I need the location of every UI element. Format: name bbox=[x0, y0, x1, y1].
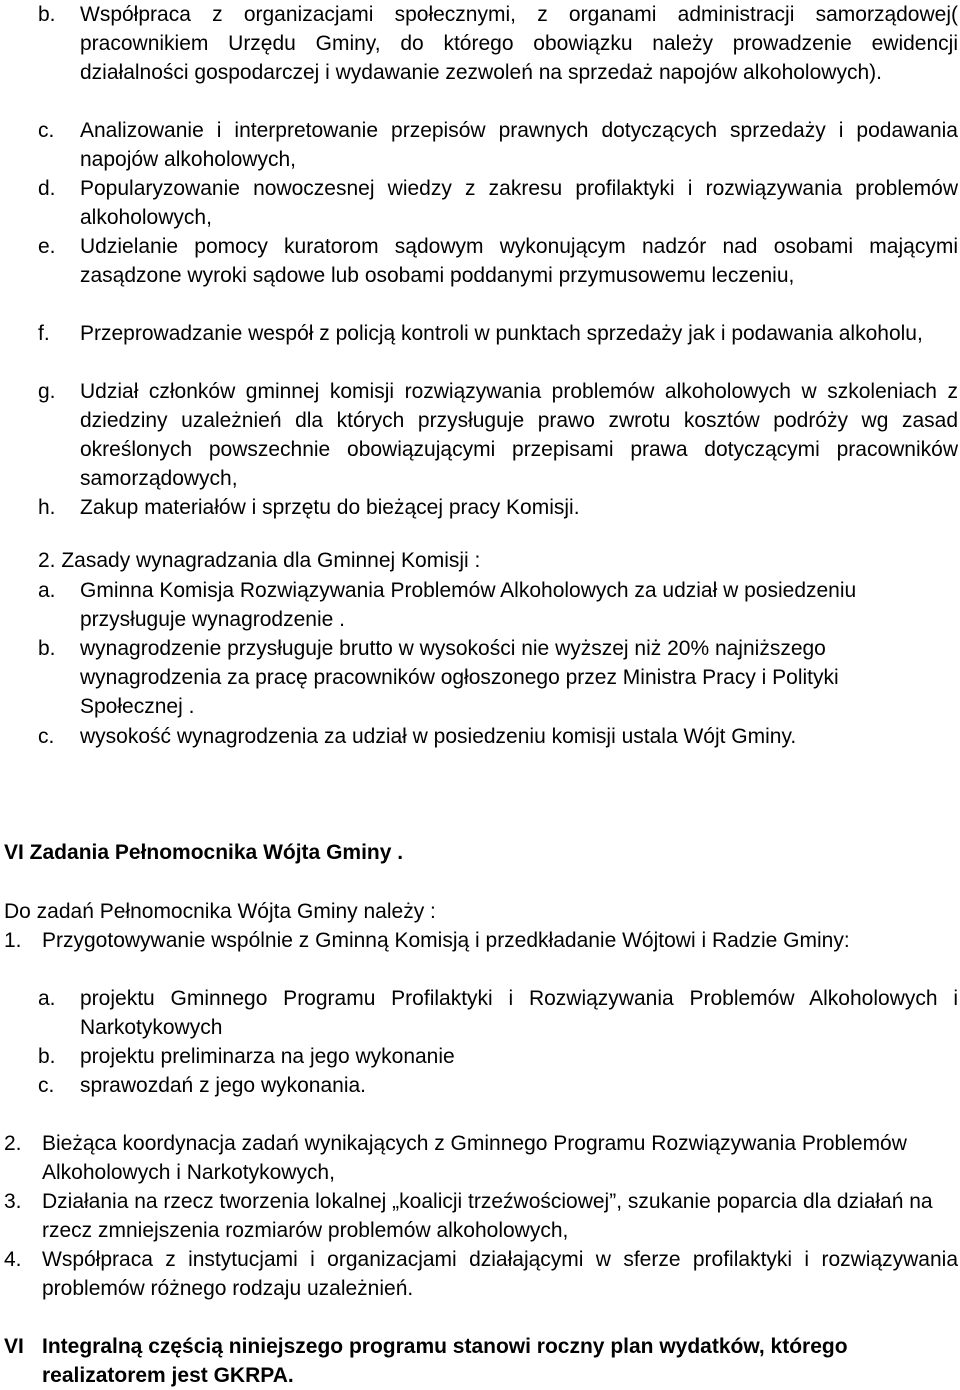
sub-list-item bbox=[38, 1071, 958, 1100]
list-item-text: projektu preliminarza na jego wykonanie bbox=[80, 1045, 455, 1068]
list-item-text: Analizowanie i interpretowanie przepisów prawnych dotyczących sprzedaży i podawania napojów alkoholowych, bbox=[80, 119, 958, 171]
list-item-text: sprawozdań z jego wykonania. bbox=[80, 1074, 367, 1097]
list-item-text: Przygotowywanie wspólnie z Gminną Komisją i przedkładanie Wójtowi i Radzie Gminy: bbox=[42, 929, 850, 952]
list-item-text: wynagrodzenie przysługuje brutto w wysokości nie wyższej niż 20% najniższego wynagrodzenia za pracę pracowników ogłoszonego przez Ministra Pracy i Polityki Społecznej . bbox=[80, 637, 839, 718]
sub-list-item bbox=[38, 984, 958, 1042]
list-item-text: Popularyzowanie nowoczesnej wiedzy z zakresu profilaktyki i rozwiązywania problemów alkoholowych, bbox=[80, 177, 958, 229]
section-heading: 2. Zasady wynagradzania dla Gminnej Komisji : bbox=[38, 549, 481, 572]
list-item-label: c. bbox=[38, 1074, 55, 1097]
list-item-label: c. bbox=[38, 725, 55, 748]
list-item-text: wysokość wynagrodzenia za udział w posiedzeniu komisji ustala Wójt Gminy. bbox=[80, 725, 797, 748]
list-item-label: 3. bbox=[4, 1190, 22, 1213]
final-clause-label: VI bbox=[4, 1335, 24, 1358]
list-item-text: Przeprowadzanie wespół z policją kontroli w punktach sprzedaży jak i podawania alkoholu, bbox=[80, 322, 923, 345]
list-item-text: Udzielanie pomocy kuratorom sądowym wykonującym nadzór nad osobami mającymi zasądzone wyroki sądowe lub osobami poddanymi przymusowemu leczeniu, bbox=[80, 235, 958, 287]
list-item-label: b. bbox=[38, 1045, 56, 1068]
list-item bbox=[38, 634, 858, 721]
list-item-text: projektu Gminnego Programu Profilaktyki i Rozwiązywania Problemów Alkoholowych i Narkotykowych bbox=[80, 987, 958, 1039]
list-item-label: 4. bbox=[4, 1248, 22, 1271]
list-item bbox=[38, 232, 958, 290]
list-item-text: Działania na rzecz tworzenia lokalnej „koalicji trzeźwościowej”, szukanie poparcia dla działań na rzecz zmniejszenia rozmiarów problemów alkoholowych, bbox=[42, 1190, 933, 1242]
final-clause-text: Integralną częścią niniejszego programu stanowi roczny plan wydatków, którego realizatorem jest GKRPA. bbox=[42, 1335, 848, 1387]
list-item bbox=[38, 116, 958, 174]
list-item-label: 2. bbox=[4, 1132, 22, 1155]
list-item-label: f. bbox=[38, 322, 50, 345]
final-clause bbox=[4, 1332, 958, 1390]
list-item bbox=[4, 1245, 958, 1303]
list-item bbox=[4, 1187, 958, 1245]
list-item-label: b. bbox=[38, 3, 56, 26]
list-item bbox=[38, 0, 958, 87]
sub-list-item bbox=[38, 1042, 958, 1071]
section-heading: VI Zadania Pełnomocnika Wójta Gminy . bbox=[4, 841, 404, 864]
list-item bbox=[38, 377, 958, 493]
list-item-text: Gminna Komisja Rozwiązywania Problemów Alkoholowych za udział w posiedzeniu przysługuje wynagrodzenie . bbox=[80, 579, 857, 631]
list-item-label: g. bbox=[38, 380, 56, 403]
list-item-label: e. bbox=[38, 235, 56, 258]
list-item bbox=[38, 576, 858, 634]
list-item bbox=[38, 174, 958, 232]
list-item-label: a. bbox=[38, 579, 56, 602]
list-item-label: d. bbox=[38, 177, 56, 200]
list-item bbox=[38, 722, 818, 751]
list-item bbox=[4, 926, 958, 955]
list-item-label: h. bbox=[38, 496, 56, 519]
list-item-text: Zakup materiałów i sprzętu do bieżącej pracy Komisji. bbox=[80, 496, 580, 519]
list-item bbox=[38, 319, 958, 348]
list-item-label: b. bbox=[38, 637, 56, 660]
list-item bbox=[4, 1129, 958, 1187]
list-item bbox=[38, 493, 958, 522]
list-item-text: Współpraca z organizacjami społecznymi, z organami administracji samorządowej( pracownikiem Urzędu Gminy, do którego obowiązku należy prowadzenie ewidencji działalności gospodarczej i wydawanie zezwoleń na sprzedaż napojów alkoholowych). bbox=[80, 3, 958, 84]
list-item-label: c. bbox=[38, 119, 55, 142]
list-item-text: Bieżąca koordynacja zadań wynikających z Gminnego Programu Rozwiązywania Problemów Alkoholowych i Narkotykowych, bbox=[42, 1132, 907, 1184]
section-intro: Do zadań Pełnomocnika Wójta Gminy należy : bbox=[4, 900, 436, 923]
list-item-label: a. bbox=[38, 987, 56, 1010]
list-item-text: Udział członków gminnej komisji rozwiązywania problemów alkoholowych w szkoleniach z dziedziny uzależnień dla których przysługuje prawo zwrotu kosztów podróży wg zasad określonych powszechnie obowiązującymi przepisami prawa dotyczącymi pracowników samorządowych, bbox=[80, 380, 958, 490]
list-item-text: Współpraca z instytucjami i organizacjami działającymi w sferze profilaktyki i rozwiązywania problemów różnego rodzaju uzależnień. bbox=[42, 1248, 958, 1300]
list-item-label: 1. bbox=[4, 929, 22, 952]
